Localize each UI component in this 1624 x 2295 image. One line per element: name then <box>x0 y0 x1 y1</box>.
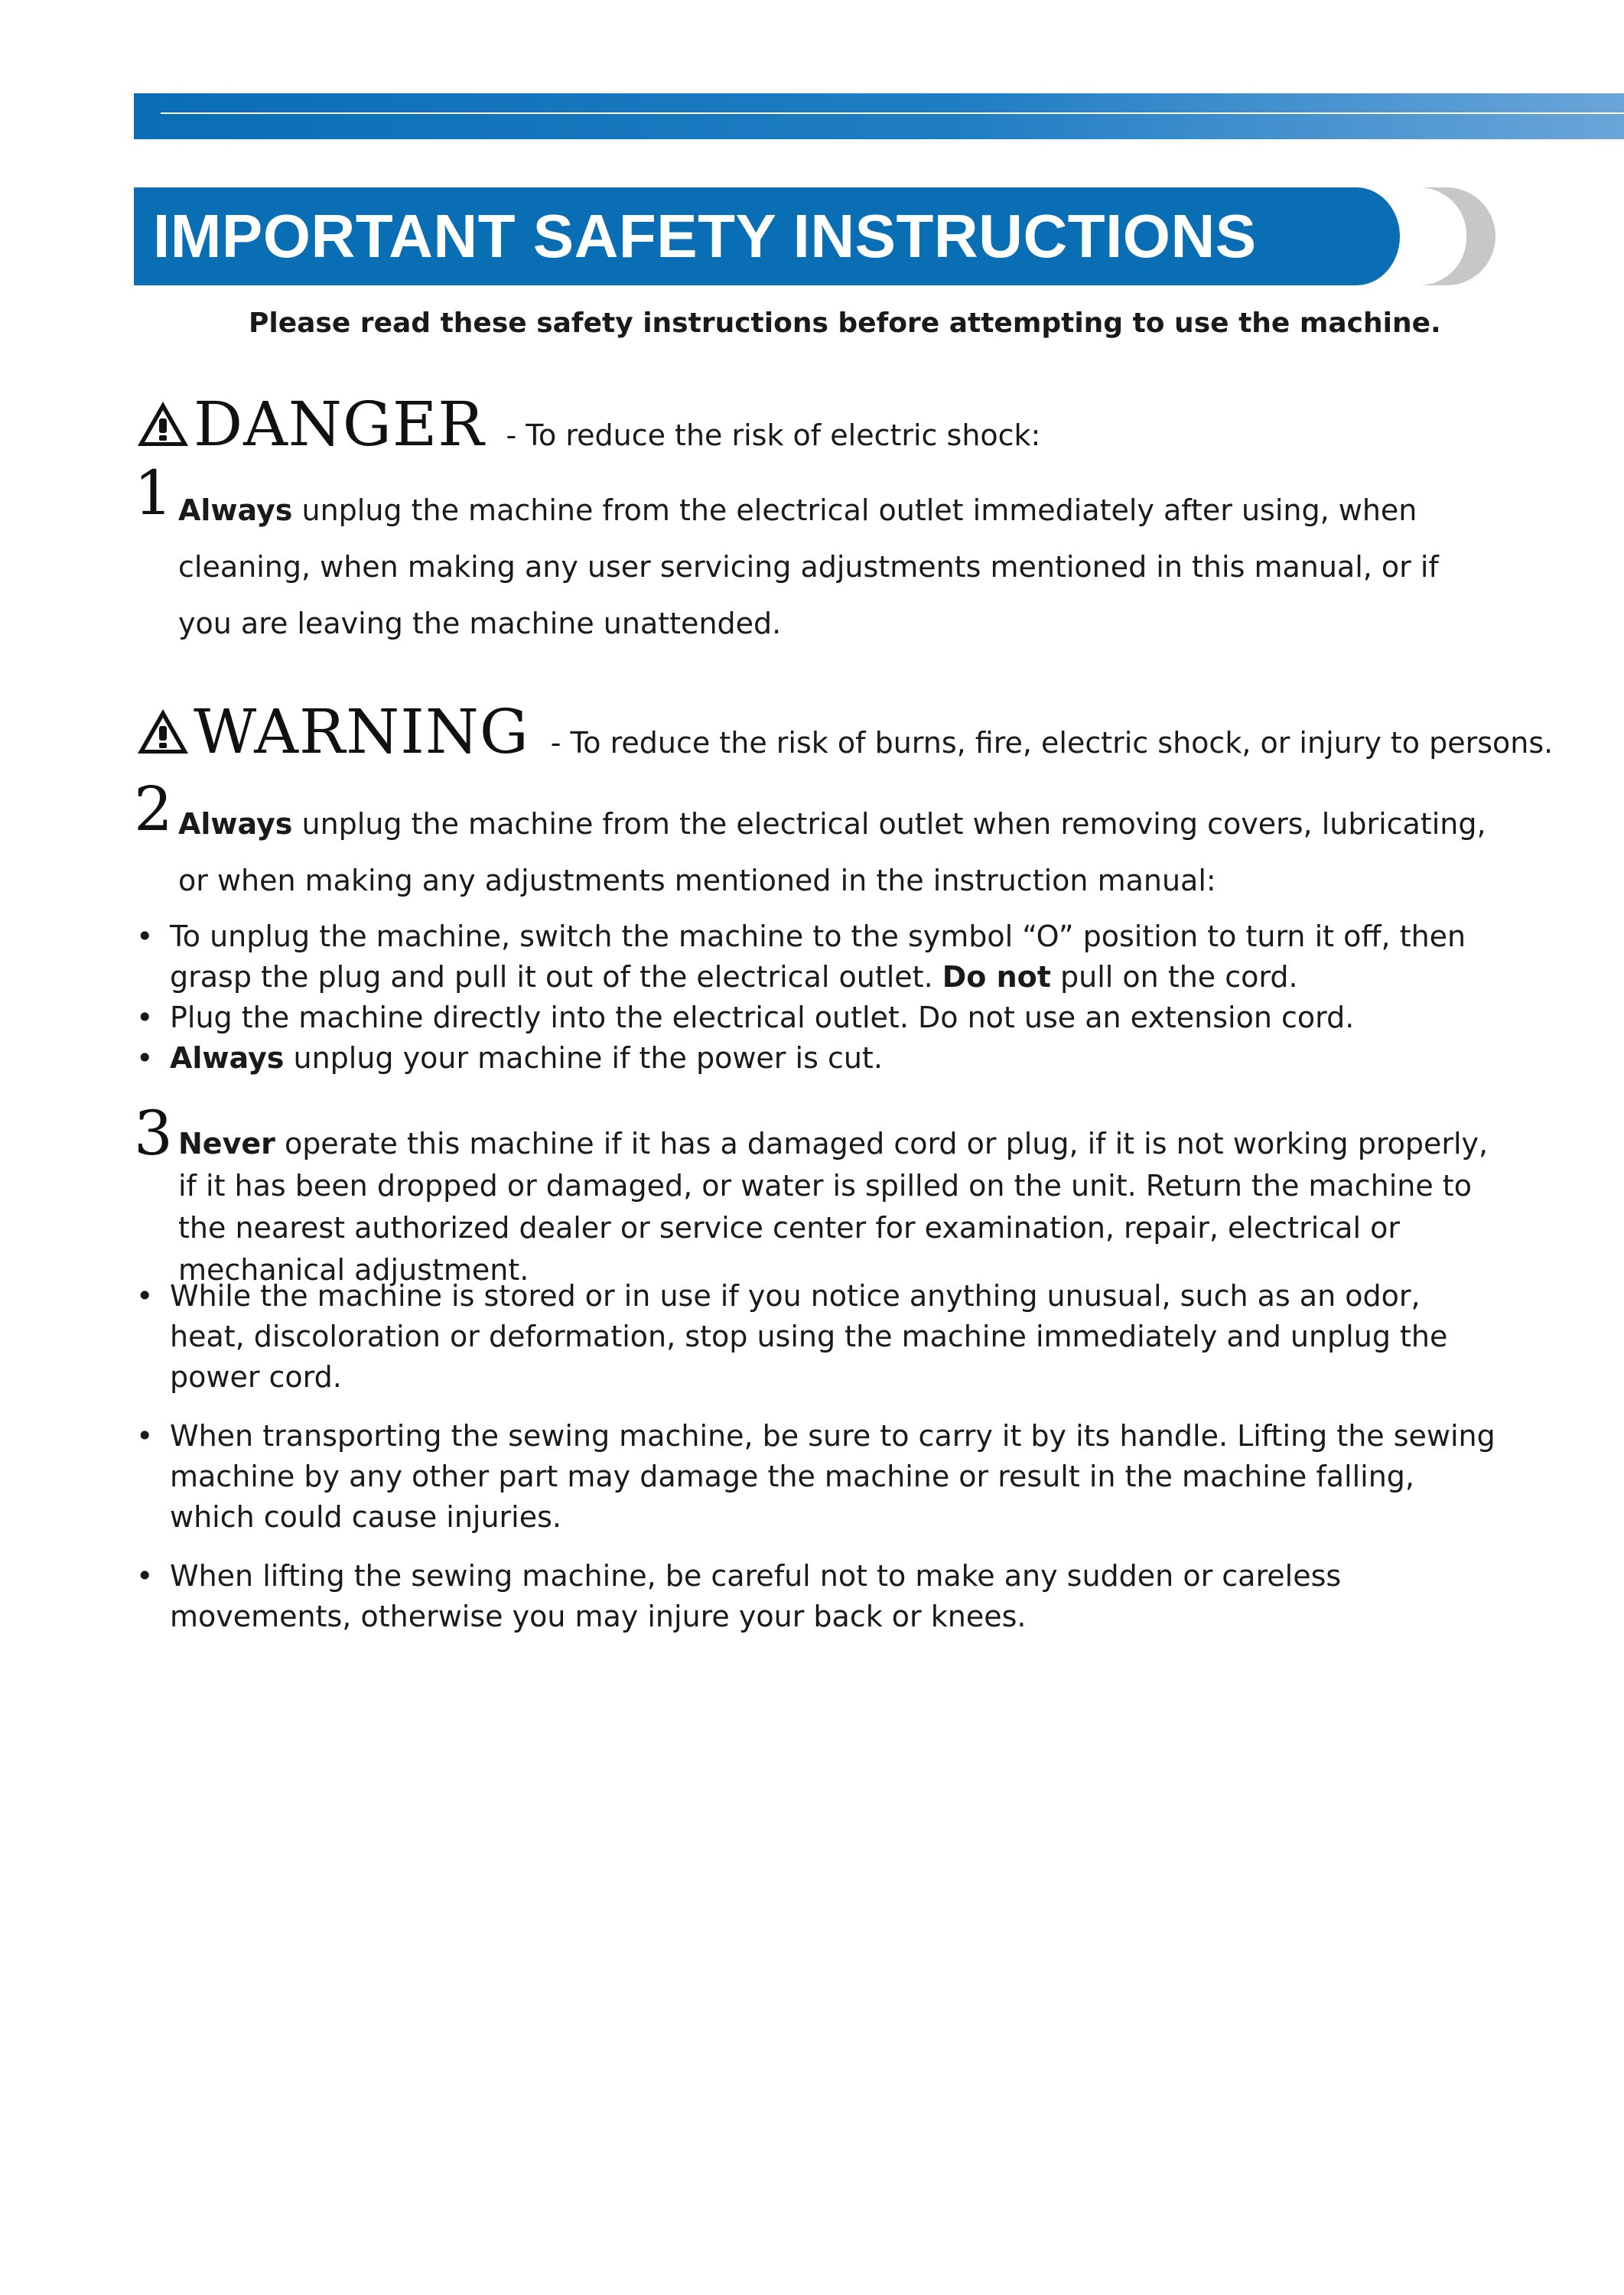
danger-header <box>135 389 1040 460</box>
warning-triangle-icon <box>135 399 190 448</box>
warning-triangle-icon <box>135 707 190 756</box>
item-1-lead: Always <box>178 493 293 527</box>
warning-header <box>135 696 1553 767</box>
item-3-text: operate this machine if it has a damaged cord or plug, if it is not working properly, if it has been dropped or damaged, or water is spilled on the unit. Return the machine to the nearest authorized dealer or service center for examination, repair, electrical or mechanical adjustment. <box>178 1127 1489 1287</box>
item-2-bullet-list <box>134 916 1503 1079</box>
list-item: • When transporting the sewing machine, be sure to carry it by its handle. Lifting the sewing machine by any other part may damage the machine or result in the machine falling, which could cause injuries. <box>134 1416 1503 1538</box>
intro-text: Please read these safety instructions before attempting to use the machine. <box>249 308 1441 339</box>
item-number-3: 3 <box>134 1098 173 1169</box>
item-number-2: 2 <box>134 773 173 845</box>
title-banner <box>134 187 1495 285</box>
list-item: • Plug the machine directly into the electrical outlet. Do not use an extension cord. <box>134 998 1503 1038</box>
header-band-rule <box>161 112 1624 114</box>
warning-subtitle: - To reduce the risk of burns, fire, electric shock, or injury to persons. <box>550 726 1554 760</box>
item-1-text: unplug the machine from the electrical outlet immediately after using, when cleaning, when making any user servicing adjustments mentioned in this manual, or if you are leaving the machine unattended. <box>178 493 1439 640</box>
list-item: • To unplug the machine, switch the machine to the symbol “O” position to turn it off, then grasp the plug and pull it out of the electrical outlet. Do not pull on the cord. <box>134 916 1503 998</box>
list-item: • Always unplug your machine if the power is cut. <box>134 1038 1503 1079</box>
item-3-lead: Never <box>178 1127 275 1161</box>
header-band <box>134 93 1624 139</box>
list-item: • When lifting the sewing machine, be careful not to make any sudden or careless movements, otherwise you may injure your back or knees. <box>134 1556 1503 1637</box>
danger-subtitle: - To reduce the risk of electric shock: <box>506 418 1041 452</box>
item-1-paragraph <box>178 482 1494 652</box>
list-item: • While the machine is stored or in use if you notice anything unusual, such as an odor, heat, discoloration or deformation, stop using the machine immediately and unplug the power cord. <box>134 1276 1503 1398</box>
item-2-text: unplug the machine from the electrical outlet when removing covers, lubricating, or when making any adjustments mentioned in the instruction manual: <box>178 807 1486 897</box>
item-2-lead: Always <box>178 807 293 841</box>
title-banner-bar <box>134 187 1405 285</box>
item-3-bullet-list <box>134 1276 1503 1655</box>
page-title: IMPORTANT SAFETY INSTRUCTIONS <box>153 202 1257 270</box>
danger-heading: DANGER <box>194 389 485 460</box>
item-2-paragraph <box>178 796 1494 909</box>
item-number-1: 1 <box>134 457 173 529</box>
item-3-paragraph <box>178 1123 1494 1291</box>
warning-heading: WARNING <box>194 696 529 767</box>
